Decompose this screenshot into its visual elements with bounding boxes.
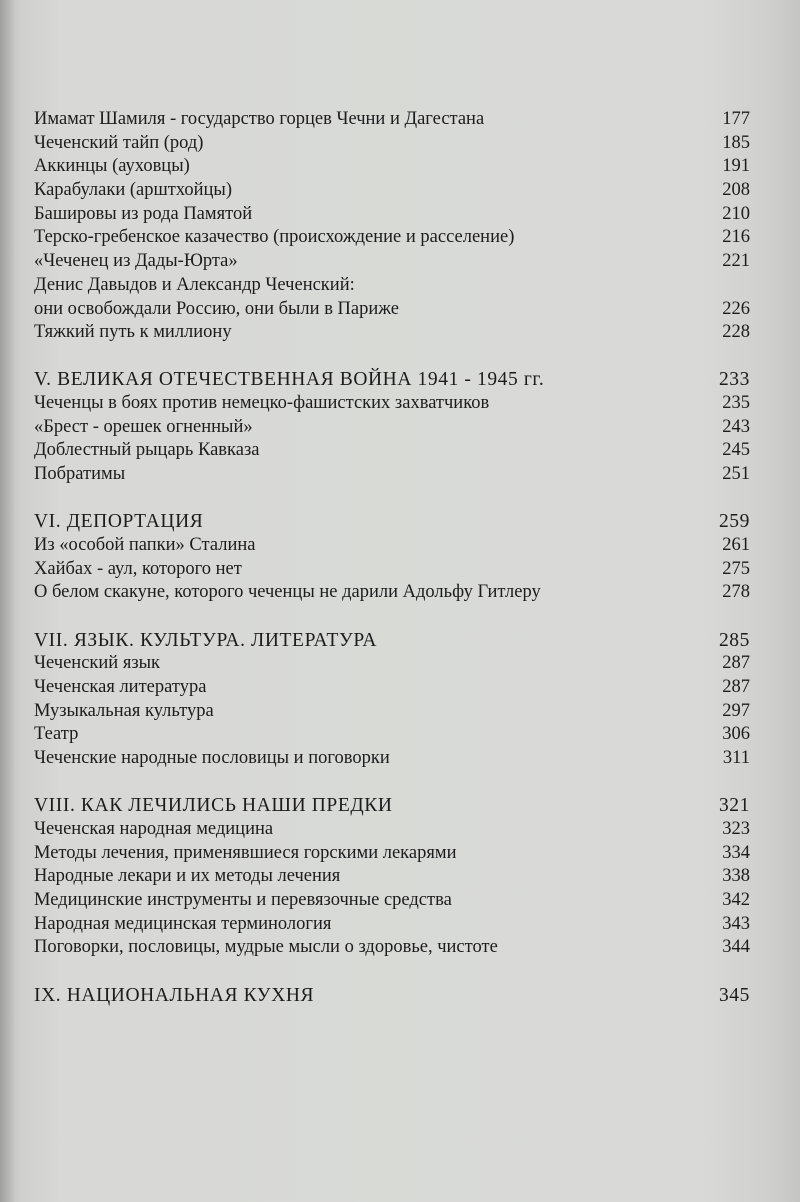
page-number: 311 [722,748,750,768]
toc-entry [34,463,750,487]
toc-entry [34,581,750,605]
entry-title: Чеченцы в боях против немецко-фашистских захватчиков [34,393,490,414]
page-gutter-shadow [0,0,14,1202]
page-number: 285 [718,629,750,651]
entry-title: Чеченский язык [34,653,161,674]
entry-title: Чеченская литература [34,676,207,697]
toc-entry [34,155,750,179]
toc-section-heading [34,510,750,534]
toc-entry [34,250,750,274]
page-number: 334 [722,842,750,863]
toc-entry [34,676,750,700]
toc-entry [34,700,750,724]
page-number: 243 [722,416,750,437]
page-number: 321 [718,795,750,817]
page-number: 221 [722,251,750,272]
page-number: 278 [722,582,750,603]
toc-entry [34,179,750,203]
section-title: VI. ДЕПОРТАЦИЯ [34,511,204,533]
entry-title: Карабулаки (арштхойцы) [34,180,233,201]
toc-entry [34,439,750,463]
section-spacer [34,960,750,984]
page-number: 226 [722,298,750,319]
toc-section-heading [34,629,750,653]
page-number: 216 [722,227,750,248]
toc-entry [34,842,750,866]
page-number: 261 [722,535,750,555]
page-number: 259 [718,511,750,533]
toc-entry [34,936,750,960]
toc-section-heading [34,984,750,1008]
section-spacer [34,605,750,629]
toc-entry [34,889,750,913]
entry-title: они освобождали Россию, они были в Париже [34,298,400,319]
page-number: 338 [722,866,750,887]
entry-title: Доблестный рыцарь Кавказа [34,440,260,461]
section-spacer [34,771,750,795]
section-title: IX. НАЦИОНАЛЬНАЯ КУХНЯ [34,985,315,1006]
page-number: 345 [718,985,750,1006]
entry-title: Из «особой папки» Сталина [34,535,256,555]
entry-title: Аккинцы (ауховцы) [34,156,190,177]
toc-entry [34,298,750,322]
page-number: 208 [722,180,750,201]
entry-title: Чеченская народная медицина [34,818,274,839]
entry-title: О белом скакуне, которого чеченцы не дарили Адольфу Гитлеру [34,582,541,603]
toc-entry [34,108,750,132]
entry-title: Поговорки, пословицы, мудрые мысли о здоровье, чистоте [34,937,498,958]
page-number: 343 [722,913,750,934]
toc-entry [34,132,750,156]
entry-title: Чеченский тайп (род) [34,132,204,153]
entry-title: Театр [34,724,79,745]
entry-title: Тяжкий путь к миллиону [34,322,232,343]
entry-title: Чеченские народные пословицы и поговорки [34,748,390,768]
entry-title: Терско-гребенское казачество (происхождение и расселение) [34,227,515,248]
page-number: 342 [722,889,750,910]
page-number: 177 [722,109,750,129]
entry-title: Побратимы [34,464,126,485]
section-spacer [34,487,750,511]
entry-title: «Брест - орешек огненный» [34,416,253,437]
toc-entry [34,274,750,298]
page-number: 191 [722,156,750,177]
entry-title: Хайбах - аул, которого нет [34,558,242,579]
entry-title: Медицинские инструменты и перевязочные средства [34,889,452,910]
toc-entry [34,913,750,937]
toc-entry [34,747,750,771]
toc-entry [34,818,750,842]
section-spacer [34,345,750,369]
page-number: 306 [722,724,750,745]
toc-entry [34,652,750,676]
page-number: 287 [722,653,750,674]
entry-title: Народные лекари и их методы лечения [34,866,341,887]
section-title: V. ВЕЛИКАЯ ОТЕЧЕСТВЕННАЯ ВОЙНА 1941 - 1945 гг. [34,369,545,391]
toc-entry [34,723,750,747]
page-number: 287 [722,676,750,697]
toc-entry [34,865,750,889]
page-number: 185 [722,132,750,153]
toc-entry [34,534,750,558]
page-number: 275 [722,558,750,579]
entry-title: «Чеченец из Дады-Юрта» [34,251,238,272]
page-number: 344 [722,937,750,958]
section-title: VIII. КАК ЛЕЧИЛИСЬ НАШИ ПРЕДКИ [34,795,393,817]
page-number: 235 [722,393,750,414]
section-title: VII. ЯЗЫК. КУЛЬТУРА. ЛИТЕРАТУРА [34,629,378,651]
page-number: 251 [722,464,750,485]
page-number: 210 [722,203,750,224]
toc-entry [34,321,750,345]
entry-title: Денис Давыдов и Александр Чеченский: [34,274,355,295]
page-number: 228 [722,322,750,343]
page-number: 233 [718,369,750,391]
page-number: 245 [722,440,750,461]
entry-title: Методы лечения, применявшиеся горскими лекарями [34,842,457,863]
page-number: 297 [722,700,750,721]
page-number: 323 [722,818,750,839]
toc-entry [34,392,750,416]
toc-entry [34,416,750,440]
toc-entry [34,558,750,582]
toc-section-heading [34,794,750,818]
toc-section-heading [34,368,750,392]
entry-title: Имамат Шамиля - государство горцев Чечни и Дагестана [34,109,485,129]
toc-entry [34,226,750,250]
entry-title: Башировы из рода Памятой [34,203,253,224]
entry-title: Народная медицинская терминология [34,913,332,934]
entry-title: Музыкальная культура [34,700,214,721]
table-of-contents [34,108,750,1008]
toc-entry [34,203,750,227]
